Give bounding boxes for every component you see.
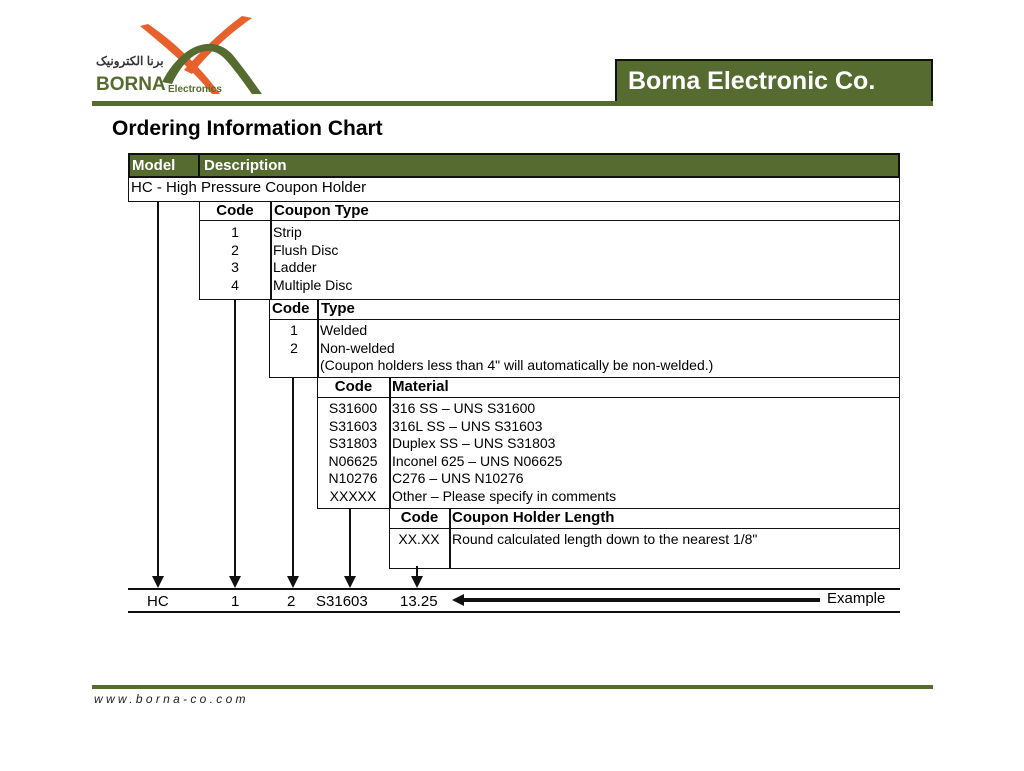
arrow-down-icon xyxy=(229,576,241,588)
arrow-down-icon xyxy=(411,576,423,588)
example-bottom-rule xyxy=(128,611,900,613)
example-model: HC xyxy=(147,593,169,610)
arrow-down-icon xyxy=(344,576,356,588)
column-divider xyxy=(198,155,200,176)
coupon-type-labels xyxy=(273,224,352,294)
column-divider xyxy=(317,320,319,377)
coupon-type-connector-line xyxy=(234,299,236,577)
company-name: Borna Electronic Co. xyxy=(628,67,876,95)
column-divider xyxy=(389,398,391,508)
type-code-header: Code xyxy=(272,300,310,317)
company-logo xyxy=(92,14,272,104)
type-codes xyxy=(286,322,302,357)
coupon-type-code: 1 xyxy=(231,224,239,240)
column-divider xyxy=(270,201,272,220)
arrow-down-icon xyxy=(152,576,164,588)
model-row xyxy=(128,176,900,202)
page-title: Ordering Information Chart xyxy=(112,117,383,140)
coupon-type-code-header: Code xyxy=(216,202,254,219)
material-body xyxy=(317,397,900,509)
header-divider xyxy=(92,101,933,106)
example-length: 13.25 xyxy=(400,593,438,610)
type-code: 1 xyxy=(290,322,298,338)
material-label-header: Material xyxy=(392,378,449,395)
material-labels xyxy=(392,400,616,505)
material-codes xyxy=(320,400,386,505)
type-label: Non-welded xyxy=(320,339,395,356)
example-coupon-type: 1 xyxy=(231,593,240,610)
logo-arabic-text: برنا الکترونیک xyxy=(96,54,164,68)
coupon-type-header xyxy=(199,201,900,221)
coupon-type-code: 2 xyxy=(231,241,239,258)
model-description: HC - High Pressure Coupon Holder xyxy=(131,179,367,196)
example-material: S31603 xyxy=(316,593,368,610)
coupon-type-code: 3 xyxy=(231,259,239,275)
material-code: S31803 xyxy=(328,435,378,451)
length-label: Round calculated length down to the nearest 1/8" xyxy=(452,531,758,547)
model-column-header: Model xyxy=(132,157,176,174)
arrow-down-icon xyxy=(287,576,299,588)
material-code-header: Code xyxy=(334,378,373,395)
example-label: Example xyxy=(827,590,886,607)
material-code: N10276 xyxy=(328,470,378,486)
logo-borna-text: BORNA xyxy=(96,74,166,95)
length-body xyxy=(389,528,900,569)
type-label-header: Type xyxy=(321,300,355,317)
coupon-type-label: Strip xyxy=(273,224,302,240)
material-code: N06625 xyxy=(328,452,378,469)
model-table-header xyxy=(128,153,900,178)
type-code: 2 xyxy=(290,339,298,356)
coupon-type-body xyxy=(199,220,900,300)
column-divider xyxy=(317,299,319,319)
example-type: 2 xyxy=(287,593,296,610)
column-divider xyxy=(270,221,272,299)
description-column-header: Description xyxy=(204,157,287,174)
material-label: C276 – UNS N10276 xyxy=(392,470,524,486)
logo-electronics-text: Electronics xyxy=(168,84,222,95)
type-body xyxy=(269,319,900,378)
footer-divider xyxy=(92,685,933,689)
material-label: 316 SS – UNS S31600 xyxy=(392,400,536,416)
type-label: Welded xyxy=(320,322,368,338)
length-label-header: Coupon Holder Length xyxy=(452,509,615,526)
length-code: XX.XX xyxy=(398,531,440,547)
type-header xyxy=(269,299,900,320)
material-code: XXXXX xyxy=(329,487,377,504)
column-divider xyxy=(449,529,451,568)
material-code: S31600 xyxy=(328,400,378,416)
column-divider xyxy=(449,508,451,528)
example-arrow-shaft xyxy=(462,598,820,602)
material-code: S31603 xyxy=(328,417,378,434)
website-link[interactable]: www.borna-co.com xyxy=(94,692,249,706)
material-label: Duplex SS – UNS S31803 xyxy=(392,435,556,451)
type-note: (Coupon holders less than 4" will automatically be non-welded.) xyxy=(320,357,714,373)
type-connector-line xyxy=(292,378,294,577)
material-connector-line xyxy=(349,509,351,577)
coupon-type-label: Multiple Disc xyxy=(273,276,353,293)
example-top-rule xyxy=(128,588,900,590)
type-labels xyxy=(320,322,713,375)
material-label: Other – Please specify in comments xyxy=(392,487,617,504)
model-connector-line xyxy=(157,201,159,577)
length-code-header: Code xyxy=(400,509,439,526)
coupon-type-label-header: Coupon Type xyxy=(274,202,369,219)
column-divider xyxy=(389,377,391,397)
coupon-type-codes xyxy=(226,224,244,294)
material-label: 316L SS – UNS S31603 xyxy=(392,417,543,434)
material-header xyxy=(317,377,900,398)
coupon-type-label: Flush Disc xyxy=(273,241,339,258)
coupon-type-label: Ladder xyxy=(273,259,317,275)
length-header xyxy=(389,508,900,529)
coupon-type-code: 4 xyxy=(231,276,239,293)
material-label: Inconel 625 – UNS N06625 xyxy=(392,452,563,469)
